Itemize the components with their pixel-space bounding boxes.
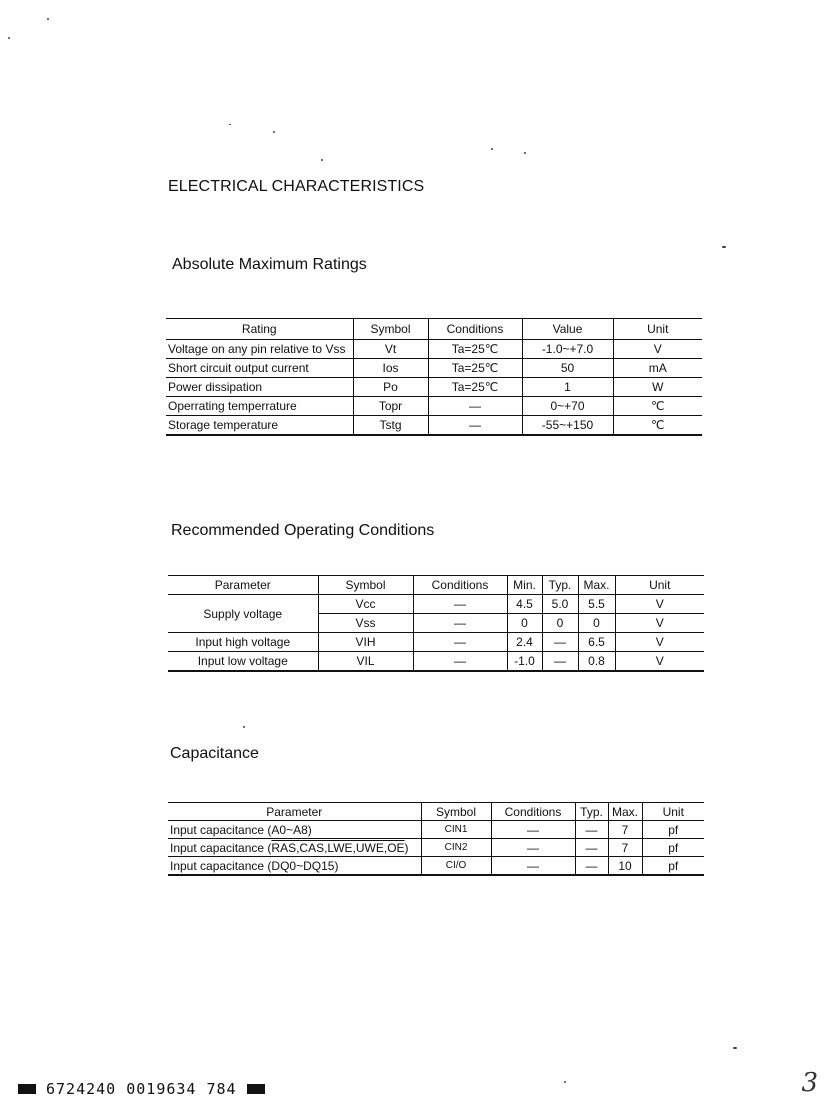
min-cell: 2.4	[507, 633, 542, 652]
unit-cell: ℃	[613, 416, 702, 436]
rating-cell: Operrating temperrature	[166, 397, 353, 416]
table-row	[168, 857, 704, 876]
min-cell: -1.0	[507, 652, 542, 672]
symbol-cell: VIH	[318, 633, 413, 652]
unit-cell: V	[615, 595, 704, 614]
conditions-cell: Ta=25℃	[428, 340, 522, 359]
conditions-cell: —	[413, 633, 507, 652]
value-cell: 0~+70	[522, 397, 613, 416]
typ-cell: 0	[542, 614, 578, 633]
parameter-cell: Input capacitance (DQ0~DQ15)	[168, 857, 421, 876]
value-cell: 1	[522, 378, 613, 397]
conditions-cell: Ta=25℃	[428, 359, 522, 378]
typ-cell: —	[575, 821, 608, 839]
symbol-cell: Tstg	[353, 416, 428, 436]
max-cell: 7	[608, 821, 642, 839]
col-header: Min.	[507, 576, 542, 595]
col-header: Parameter	[168, 576, 318, 595]
col-header: Symbol	[353, 319, 428, 340]
table-row	[168, 652, 704, 672]
barcode-footer	[18, 1080, 265, 1098]
col-header: Max.	[608, 803, 642, 821]
symbol-cell: Topr	[353, 397, 428, 416]
scan-speck	[229, 124, 231, 125]
col-header: Parameter	[168, 803, 421, 821]
scan-speck	[321, 159, 323, 161]
value-cell: -55~+150	[522, 416, 613, 436]
black-bar	[18, 1084, 36, 1094]
col-header: Max.	[578, 576, 615, 595]
min-cell: 0	[507, 614, 542, 633]
barcode-text: 6724240 0019634 784	[46, 1080, 237, 1098]
max-cell: 0	[578, 614, 615, 633]
table-row	[166, 397, 702, 416]
abs-max-table	[166, 318, 702, 436]
symbol-cell: CIN2	[421, 839, 491, 857]
black-bar	[247, 1084, 265, 1094]
unit-cell: W	[613, 378, 702, 397]
table-row	[168, 839, 704, 857]
scan-speck	[273, 131, 275, 133]
conditions-cell: —	[491, 821, 575, 839]
parameter-cell: Supply voltage	[168, 595, 318, 633]
typ-cell: —	[575, 839, 608, 857]
col-header: Conditions	[428, 319, 522, 340]
symbol-cell: Vcc	[318, 595, 413, 614]
col-header: Unit	[642, 803, 704, 821]
symbol-cell: Vss	[318, 614, 413, 633]
conditions-cell: Ta=25℃	[428, 378, 522, 397]
scan-speck	[47, 18, 49, 20]
parameter-cell: Input capacitance (RAS,CAS,LWE,UWE,OE)	[168, 839, 421, 857]
parameter-cell: Input low voltage	[168, 652, 318, 672]
table-header-row	[168, 576, 704, 595]
page-number: 3	[801, 1068, 818, 1098]
col-header: Typ.	[542, 576, 578, 595]
max-cell: 5.5	[578, 595, 615, 614]
max-cell: 6.5	[578, 633, 615, 652]
rec-op-table	[168, 575, 704, 672]
capacitance-title: Capacitance	[170, 745, 259, 762]
abs-max-title: Absolute Maximum Ratings	[172, 256, 367, 273]
max-cell: 10	[608, 857, 642, 876]
table-row	[166, 416, 702, 436]
min-cell: 4.5	[507, 595, 542, 614]
table-row	[168, 595, 704, 614]
conditions-cell: —	[413, 652, 507, 672]
symbol-cell: Vt	[353, 340, 428, 359]
table-row	[166, 378, 702, 397]
rec-op-title: Recommended Operating Conditions	[171, 522, 435, 539]
conditions-cell: —	[413, 595, 507, 614]
symbol-cell: Po	[353, 378, 428, 397]
col-header: Conditions	[413, 576, 507, 595]
scan-speck	[564, 1081, 566, 1083]
rating-cell: Voltage on any pin relative to Vss	[166, 340, 353, 359]
parameter-cell: Input capacitance (A0~A8)	[168, 821, 421, 839]
max-cell: 0.8	[578, 652, 615, 672]
col-header: Typ.	[575, 803, 608, 821]
col-header: Conditions	[491, 803, 575, 821]
table-header-row	[166, 319, 702, 340]
scan-speck	[722, 246, 726, 248]
typ-cell: 5.0	[542, 595, 578, 614]
col-header: Symbol	[421, 803, 491, 821]
scan-speck	[524, 152, 526, 154]
capacitance-table	[168, 802, 704, 876]
symbol-cell: Ios	[353, 359, 428, 378]
rating-cell: Short circuit output current	[166, 359, 353, 378]
unit-cell: V	[615, 652, 704, 672]
value-cell: 50	[522, 359, 613, 378]
col-header: Unit	[613, 319, 702, 340]
unit-cell: mA	[613, 359, 702, 378]
typ-cell: —	[542, 633, 578, 652]
table-row	[166, 340, 702, 359]
parameter-cell: Input high voltage	[168, 633, 318, 652]
conditions-cell: —	[491, 857, 575, 876]
scan-speck	[491, 148, 493, 150]
unit-cell: V	[613, 340, 702, 359]
value-cell: -1.0~+7.0	[522, 340, 613, 359]
col-header: Value	[522, 319, 613, 340]
max-cell: 7	[608, 839, 642, 857]
symbol-cell: CI/O	[421, 857, 491, 876]
rating-cell: Power dissipation	[166, 378, 353, 397]
unit-cell: V	[615, 614, 704, 633]
col-header: Rating	[166, 319, 353, 340]
table-header-row	[168, 803, 704, 821]
col-header: Symbol	[318, 576, 413, 595]
typ-cell: —	[542, 652, 578, 672]
table-row	[168, 821, 704, 839]
conditions-cell: —	[413, 614, 507, 633]
table-row	[166, 359, 702, 378]
unit-cell: pf	[642, 839, 704, 857]
conditions-cell: —	[491, 839, 575, 857]
scan-speck	[8, 37, 10, 39]
symbol-cell: VIL	[318, 652, 413, 672]
typ-cell: —	[575, 857, 608, 876]
page-title: ELECTRICAL CHARACTERISTICS	[168, 178, 425, 195]
rating-cell: Storage temperature	[166, 416, 353, 436]
unit-cell: V	[615, 633, 704, 652]
conditions-cell: —	[428, 397, 522, 416]
scan-speck	[243, 726, 245, 728]
symbol-cell: CIN1	[421, 821, 491, 839]
col-header: Unit	[615, 576, 704, 595]
table-row	[168, 633, 704, 652]
unit-cell: pf	[642, 857, 704, 876]
unit-cell: ℃	[613, 397, 702, 416]
conditions-cell: —	[428, 416, 522, 436]
unit-cell: pf	[642, 821, 704, 839]
scan-speck	[733, 1047, 737, 1049]
